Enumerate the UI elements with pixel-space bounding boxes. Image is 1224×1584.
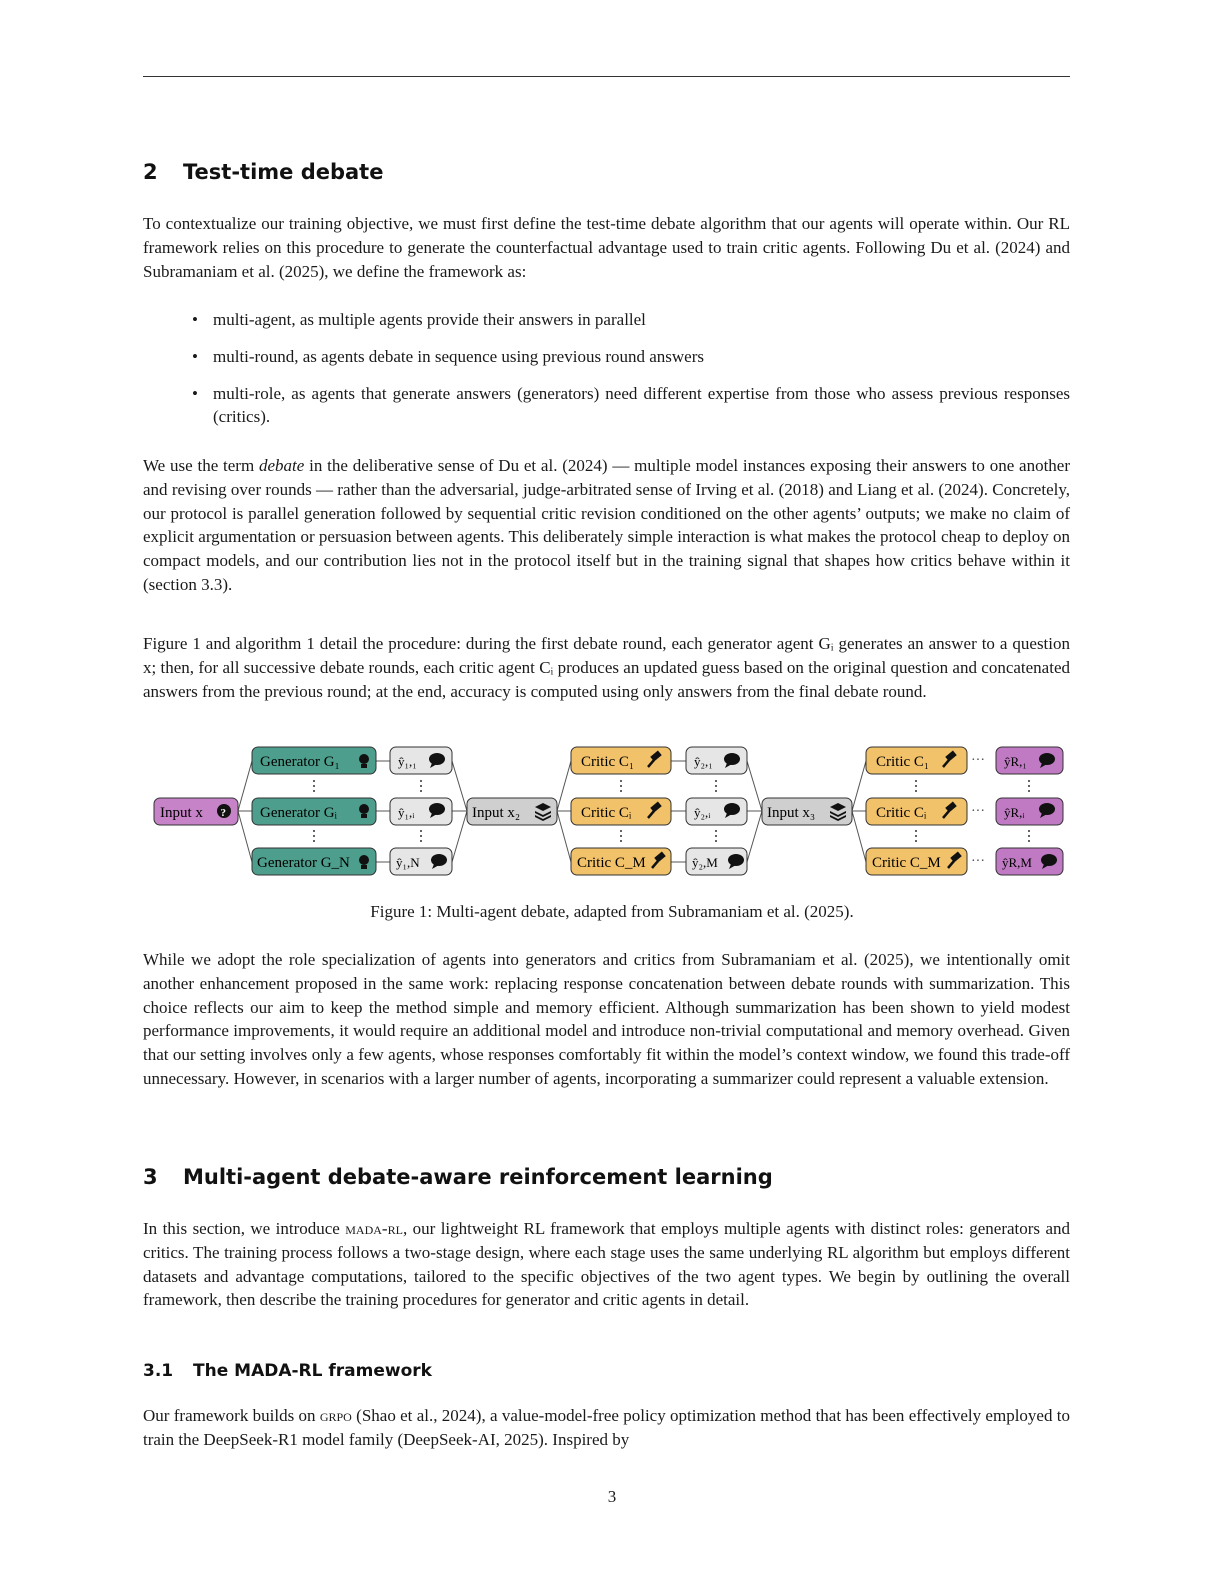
input-x2-label: Input x₂ [472, 805, 521, 821]
multi-agent-debate-figure [0, 740, 1224, 885]
section-title: Multi-agent debate-aware reinforcement learning [183, 1165, 773, 1189]
section-2-heading [143, 160, 383, 184]
connector-line [852, 811, 866, 862]
section-3-heading [143, 1165, 773, 1189]
section-number: 2 [143, 160, 158, 184]
answer-label: ŷ₂,M [692, 855, 718, 870]
final-answer-label: ŷR,₁ [1004, 754, 1027, 769]
list-item: • multi-round, as agents debate in sequence using previous round answers [143, 345, 1070, 369]
summarization-paragraph: While we adopt the role specialization of agents into generators and critics from Subramaniam et al. (2025), we intentionally omit another enhancement proposed in the same work: replacing response concatenation between debate rounds with summarization. This choice reflects our aim to keep the method simple and memory efficient. Although summarization has been shown to yield modest performance improvements, it would require an additional model and introduce non-trivial computational and memory overhead. Given that our setting involves only a few agents, whose responses comfortably fit within the model’s context window, we found this trade-off unnecessary. However, in scenarios with a larger number of agents, incorporating a summarizer could represent a valuable extension. [143, 950, 1070, 1088]
ellipsis: ··· [971, 854, 985, 869]
section-2-intro: To contextualize our training objective, we must first define the test-time debate algorithm that our agents will operate within. Our RL framework relies on this procedure to generate the counterfactual advantage used to train critic agents. Following Du et al. (2024) and Subramaniam et al. (2025), we define the framework as: [143, 214, 1070, 281]
input-x3-label: Input x₃ [767, 805, 816, 821]
answer-label: ŷ₁,N [396, 855, 420, 870]
list-item: • multi-agent, as multiple agents provide their answers in parallel [143, 308, 1070, 332]
final-answer-label: ŷR,M [1002, 855, 1032, 870]
answer-label: ŷ₁,₁ [398, 754, 417, 769]
input-x-label: Input x [160, 805, 203, 821]
subsection-3-1-heading [143, 1361, 432, 1381]
debate-definition-paragraph [143, 454, 1070, 597]
answer-label: ŷ₂,ᵢ [694, 805, 711, 820]
connector-line [452, 761, 467, 811]
header-rule [143, 76, 1070, 77]
critic-label: Critic Cᵢ [876, 805, 927, 821]
list-item: • multi-role, as agents that generate answers (generators) need different expertise from those who assess previous responses (critics). [143, 382, 1070, 430]
subsection-number: 3.1 [143, 1361, 174, 1381]
text-run: , our lightweight RL framework that employs multiple agents with distinct roles: generators and critics. The training process follows a two-stage design, where each stage uses the same underlying RL algorithm but employs different datasets and advantage computations, tailored to the specific objectives of the two agent types. We begin by outlining the overall framework, then describe the training procedures for generator and critic agents in detail. [143, 1219, 1071, 1310]
connector-line [557, 761, 571, 811]
ellipsis: ··· [971, 804, 985, 819]
critic-label: Critic C_M [577, 855, 646, 871]
connector-line [238, 811, 252, 862]
connector-line [747, 811, 762, 862]
svg-text:?: ? [220, 807, 226, 819]
text-run: (Shao et al., 2024), a value-model-free policy optimization method that has been effectively employed to train the DeepSeek-R1 model family (DeepSeek-AI, 2025). Inspired by [143, 1406, 1070, 1449]
answer-label: ŷ₁,ᵢ [398, 805, 415, 820]
ellipsis: ··· [971, 753, 985, 768]
connector-line [238, 761, 252, 811]
page-number: 3 [607, 1487, 617, 1506]
figure-caption: Figure 1: Multi-agent debate, adapted from Subramaniam et al. (2025). [370, 902, 854, 921]
generator-label: Generator Gᵢ [260, 805, 337, 821]
critic-label: Critic C_M [872, 855, 941, 871]
connector-line [747, 761, 762, 811]
section-3-intro [143, 1217, 1070, 1312]
subsection-title: The MADA-RL framework [193, 1361, 432, 1381]
connector-line [557, 811, 571, 862]
subsection-3-1-text [143, 1404, 1070, 1452]
critic-label: Critic Cᵢ [581, 805, 632, 821]
generator-label: Generator G_N [257, 855, 350, 871]
algorithm-name: grpo [319, 1406, 352, 1425]
text-run: In this section, we introduce [143, 1219, 346, 1238]
text-run: in the deliberative sense of Du et al. (2024) — multiple model instances exposing their answers to one another and revising over rounds — rather than the adversarial, judge-arbitrated sense of Irving et al. (2018) and Liang et al. (2024). Concretely, our protocol is parallel generation followed by sequential critic revision conditioned on the other agents’ outputs; we make no claim of explicit argumentation or persuasion between agents. This deliberately simple interaction is what makes the protocol cheap to deploy on compact models, and our contribution lies not in the protocol itself but in the training signal that shapes how critics behave within it (section 3.3). [143, 456, 1071, 594]
text-run: Our framework builds on [143, 1406, 320, 1425]
method-name: mada-rl [345, 1219, 403, 1238]
section-title: Test-time debate [183, 160, 384, 184]
critic-label: Critic C₁ [581, 754, 635, 770]
connector-line [852, 761, 866, 811]
critic-label: Critic C₁ [876, 754, 930, 770]
procedure-paragraph: Figure 1 and algorithm 1 detail the procedure: during the first debate round, each generator agent Gᵢ generates an answer to a question x; then, for all successive debate rounds, each critic agent Cᵢ produces an updated guess based on the original question and concatenated answers from the previous round; at the end, accuracy is computed using only answers from the final debate round. [143, 634, 1070, 701]
section-number: 3 [143, 1165, 158, 1189]
emphasis-text: debate [259, 456, 305, 475]
text-run: We use the term [143, 456, 259, 475]
final-answer-label: ŷR,ᵢ [1004, 805, 1025, 820]
framework-properties-list [143, 308, 1070, 429]
answer-label: ŷ₂,₁ [694, 754, 713, 769]
generator-label: Generator G₁ [260, 754, 340, 770]
connector-line [452, 811, 467, 862]
